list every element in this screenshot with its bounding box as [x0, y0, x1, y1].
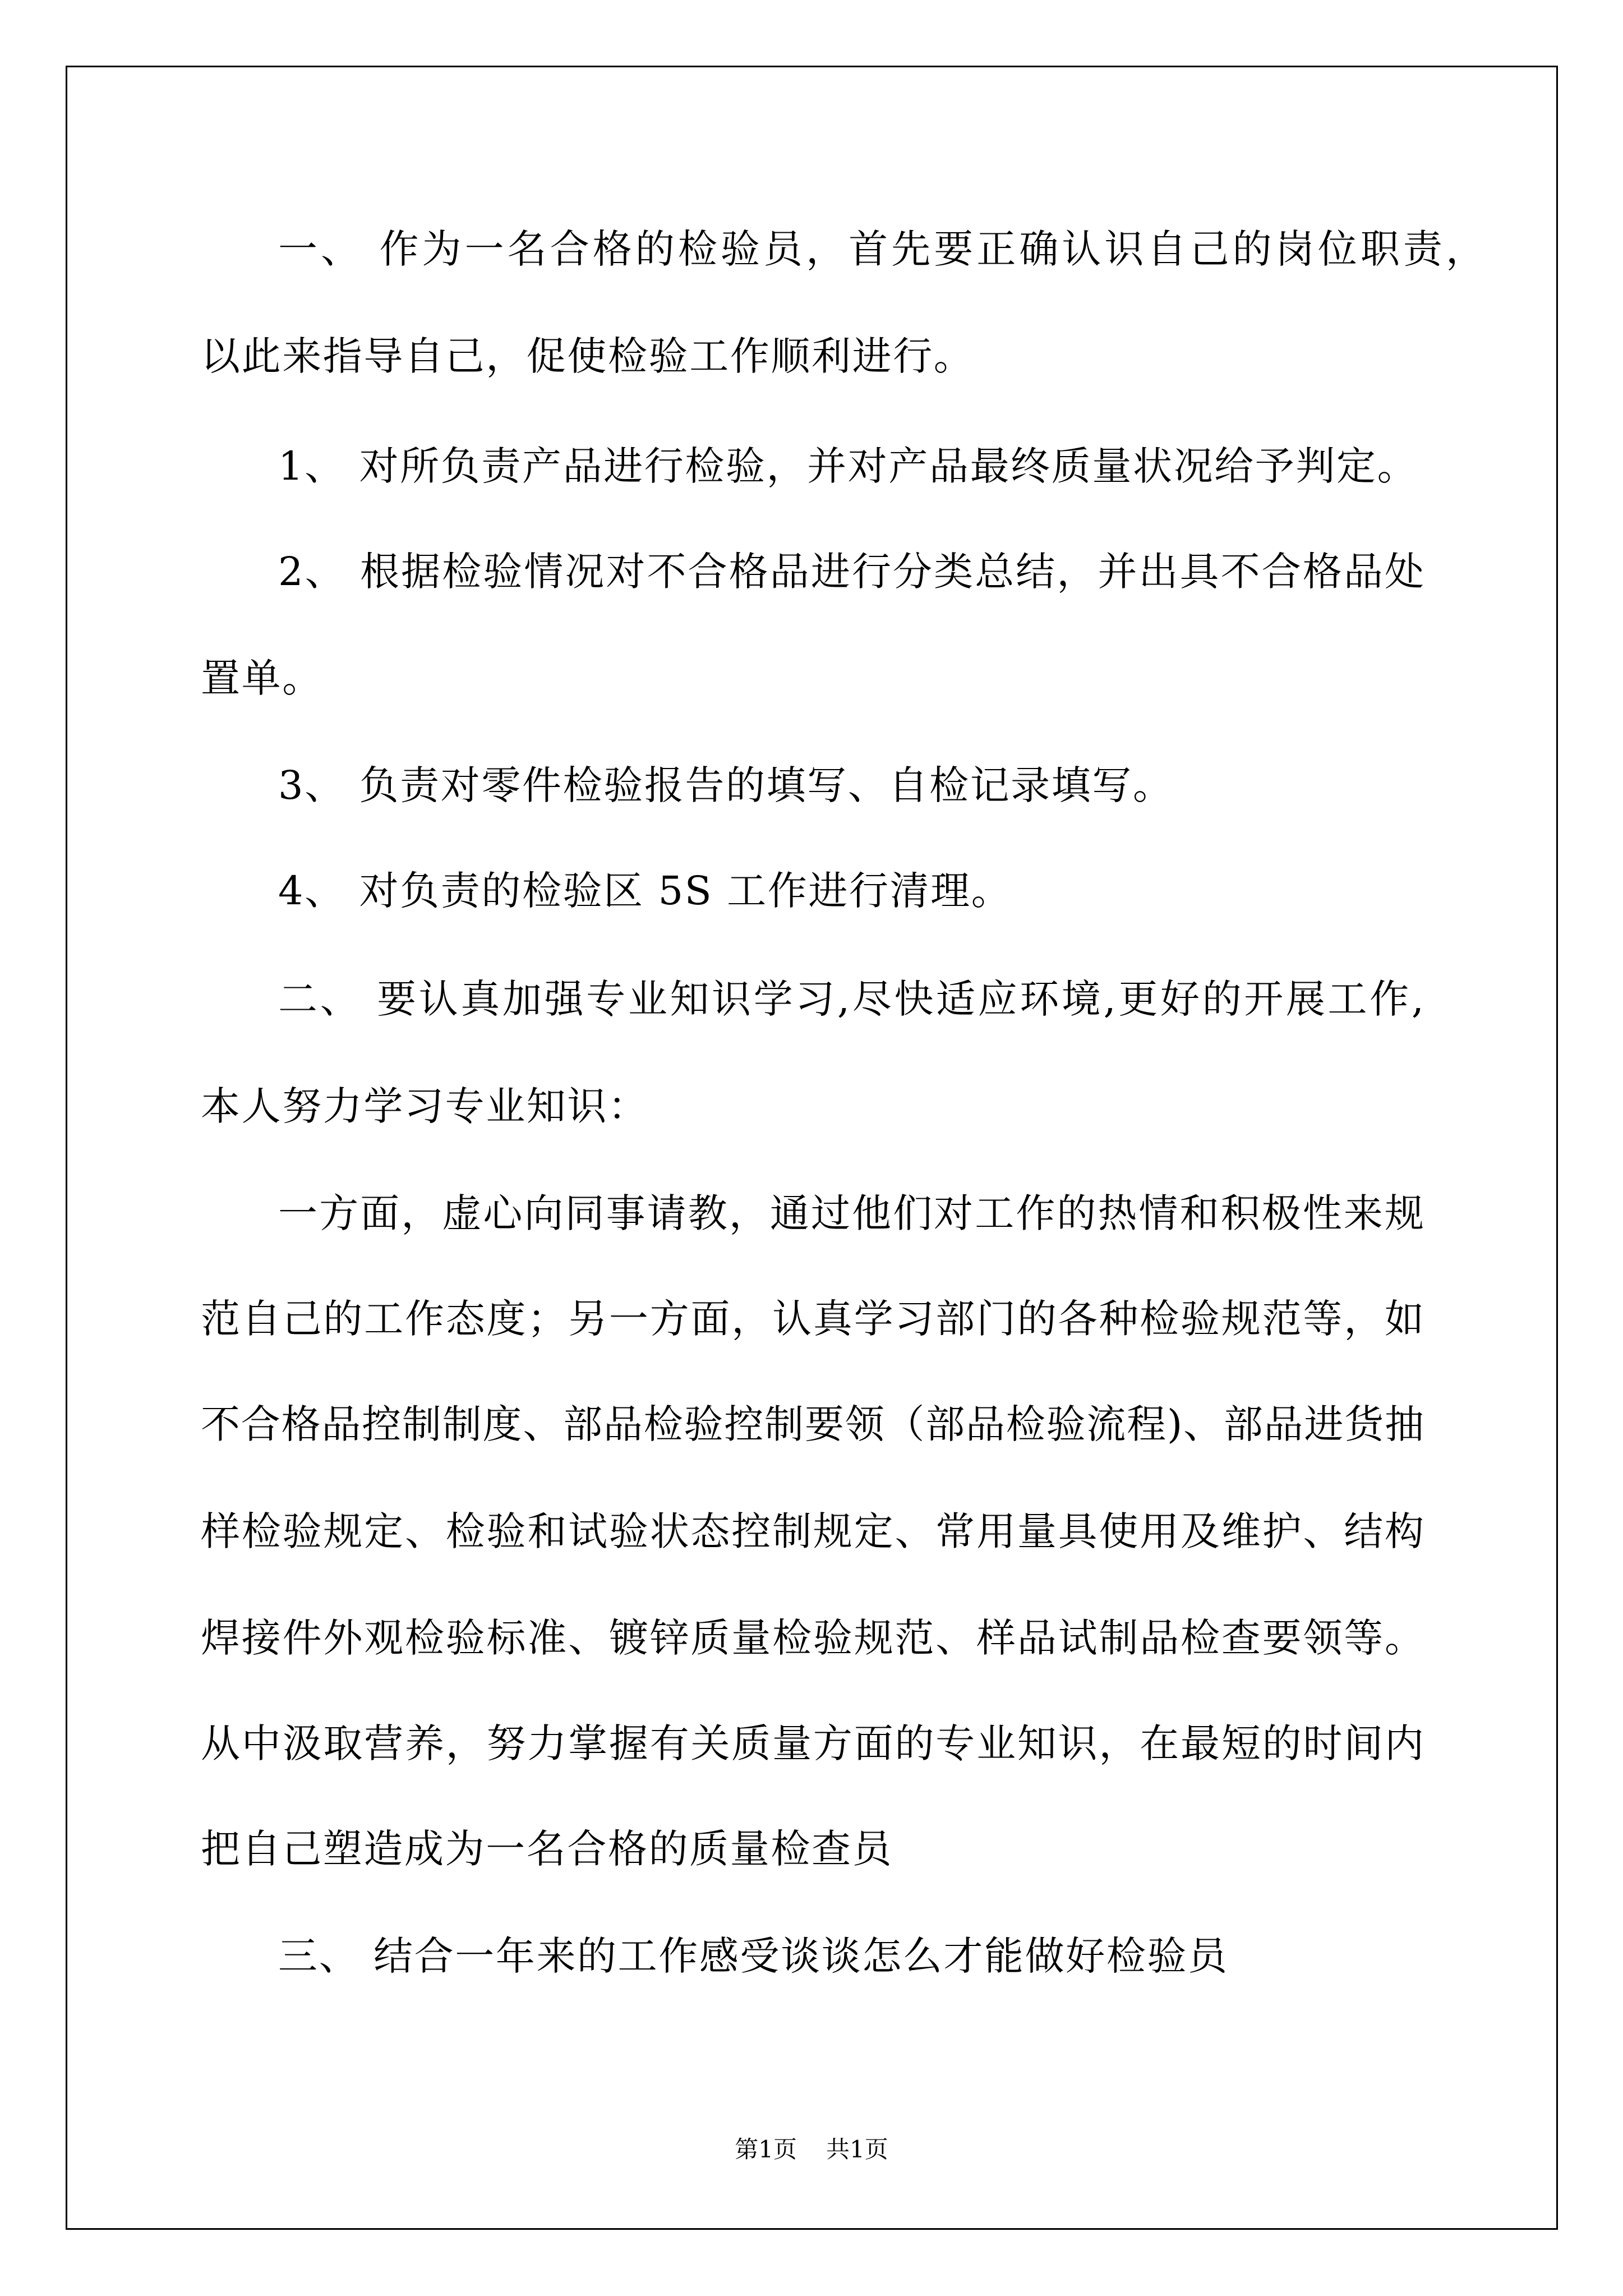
- paragraph-line: 把自己塑造成为一名合格的质量检查员: [201, 1826, 893, 1872]
- paragraph-line: 3、 负责对零件检验报告的填写、自检记录填写。: [278, 762, 1174, 808]
- paragraph-line: 从中汲取营养，努力掌握有关质量方面的专业知识，在最短的时间内: [201, 1720, 1424, 1766]
- page-footer: [0, 2136, 1623, 2163]
- paragraph-line: 三、 结合一年来的工作感受谈谈怎么才能做好检验员: [278, 1933, 1229, 1979]
- paragraph-line: 二、 要认真加强专业知识学习,尽快适应环境,更好的开展工作,: [278, 976, 1424, 1022]
- page-total: 共1页: [826, 2136, 888, 2163]
- paragraph-line: 范自己的工作态度；另一方面，认真学习部门的各种检验规范等，如: [201, 1296, 1424, 1342]
- paragraph-line: 一、 作为一名合格的检验员，首先要正确认识自己的岗位职责，: [278, 226, 1485, 272]
- page-border: [66, 66, 1558, 2230]
- page-number: 第1页: [735, 2136, 797, 2163]
- paragraph-line: 本人努力学习专业知识：: [201, 1083, 649, 1129]
- paragraph-line: 置单。: [201, 655, 323, 701]
- paragraph-line: 1、 对所负责产品进行检验，并对产品最终质量状况给予判定。: [278, 443, 1418, 489]
- paragraph-line: 4、 对负责的检验区 5S 工作进行清理。: [278, 868, 1012, 914]
- paragraph-line: 焊接件外观检验标准、镀锌质量检验规范、样品试制品检查要领等。: [201, 1615, 1424, 1661]
- paragraph-line: 不合格品控制制度、部品检验控制要领（部品检验流程)、部品进货抽: [201, 1401, 1424, 1447]
- paragraph-line: 2、 根据检验情况对不合格品进行分类总结，并出具不合格品处: [278, 549, 1424, 595]
- paragraph-line: 以此来指导自己，促使检验工作顺利进行。: [201, 333, 975, 379]
- paragraph-line: 样检验规定、检验和试验状态控制规定、常用量具使用及维护、结构: [201, 1508, 1424, 1554]
- paragraph-line: 一方面，虚心向同事请教，通过他们对工作的热情和积极性来规: [278, 1190, 1424, 1236]
